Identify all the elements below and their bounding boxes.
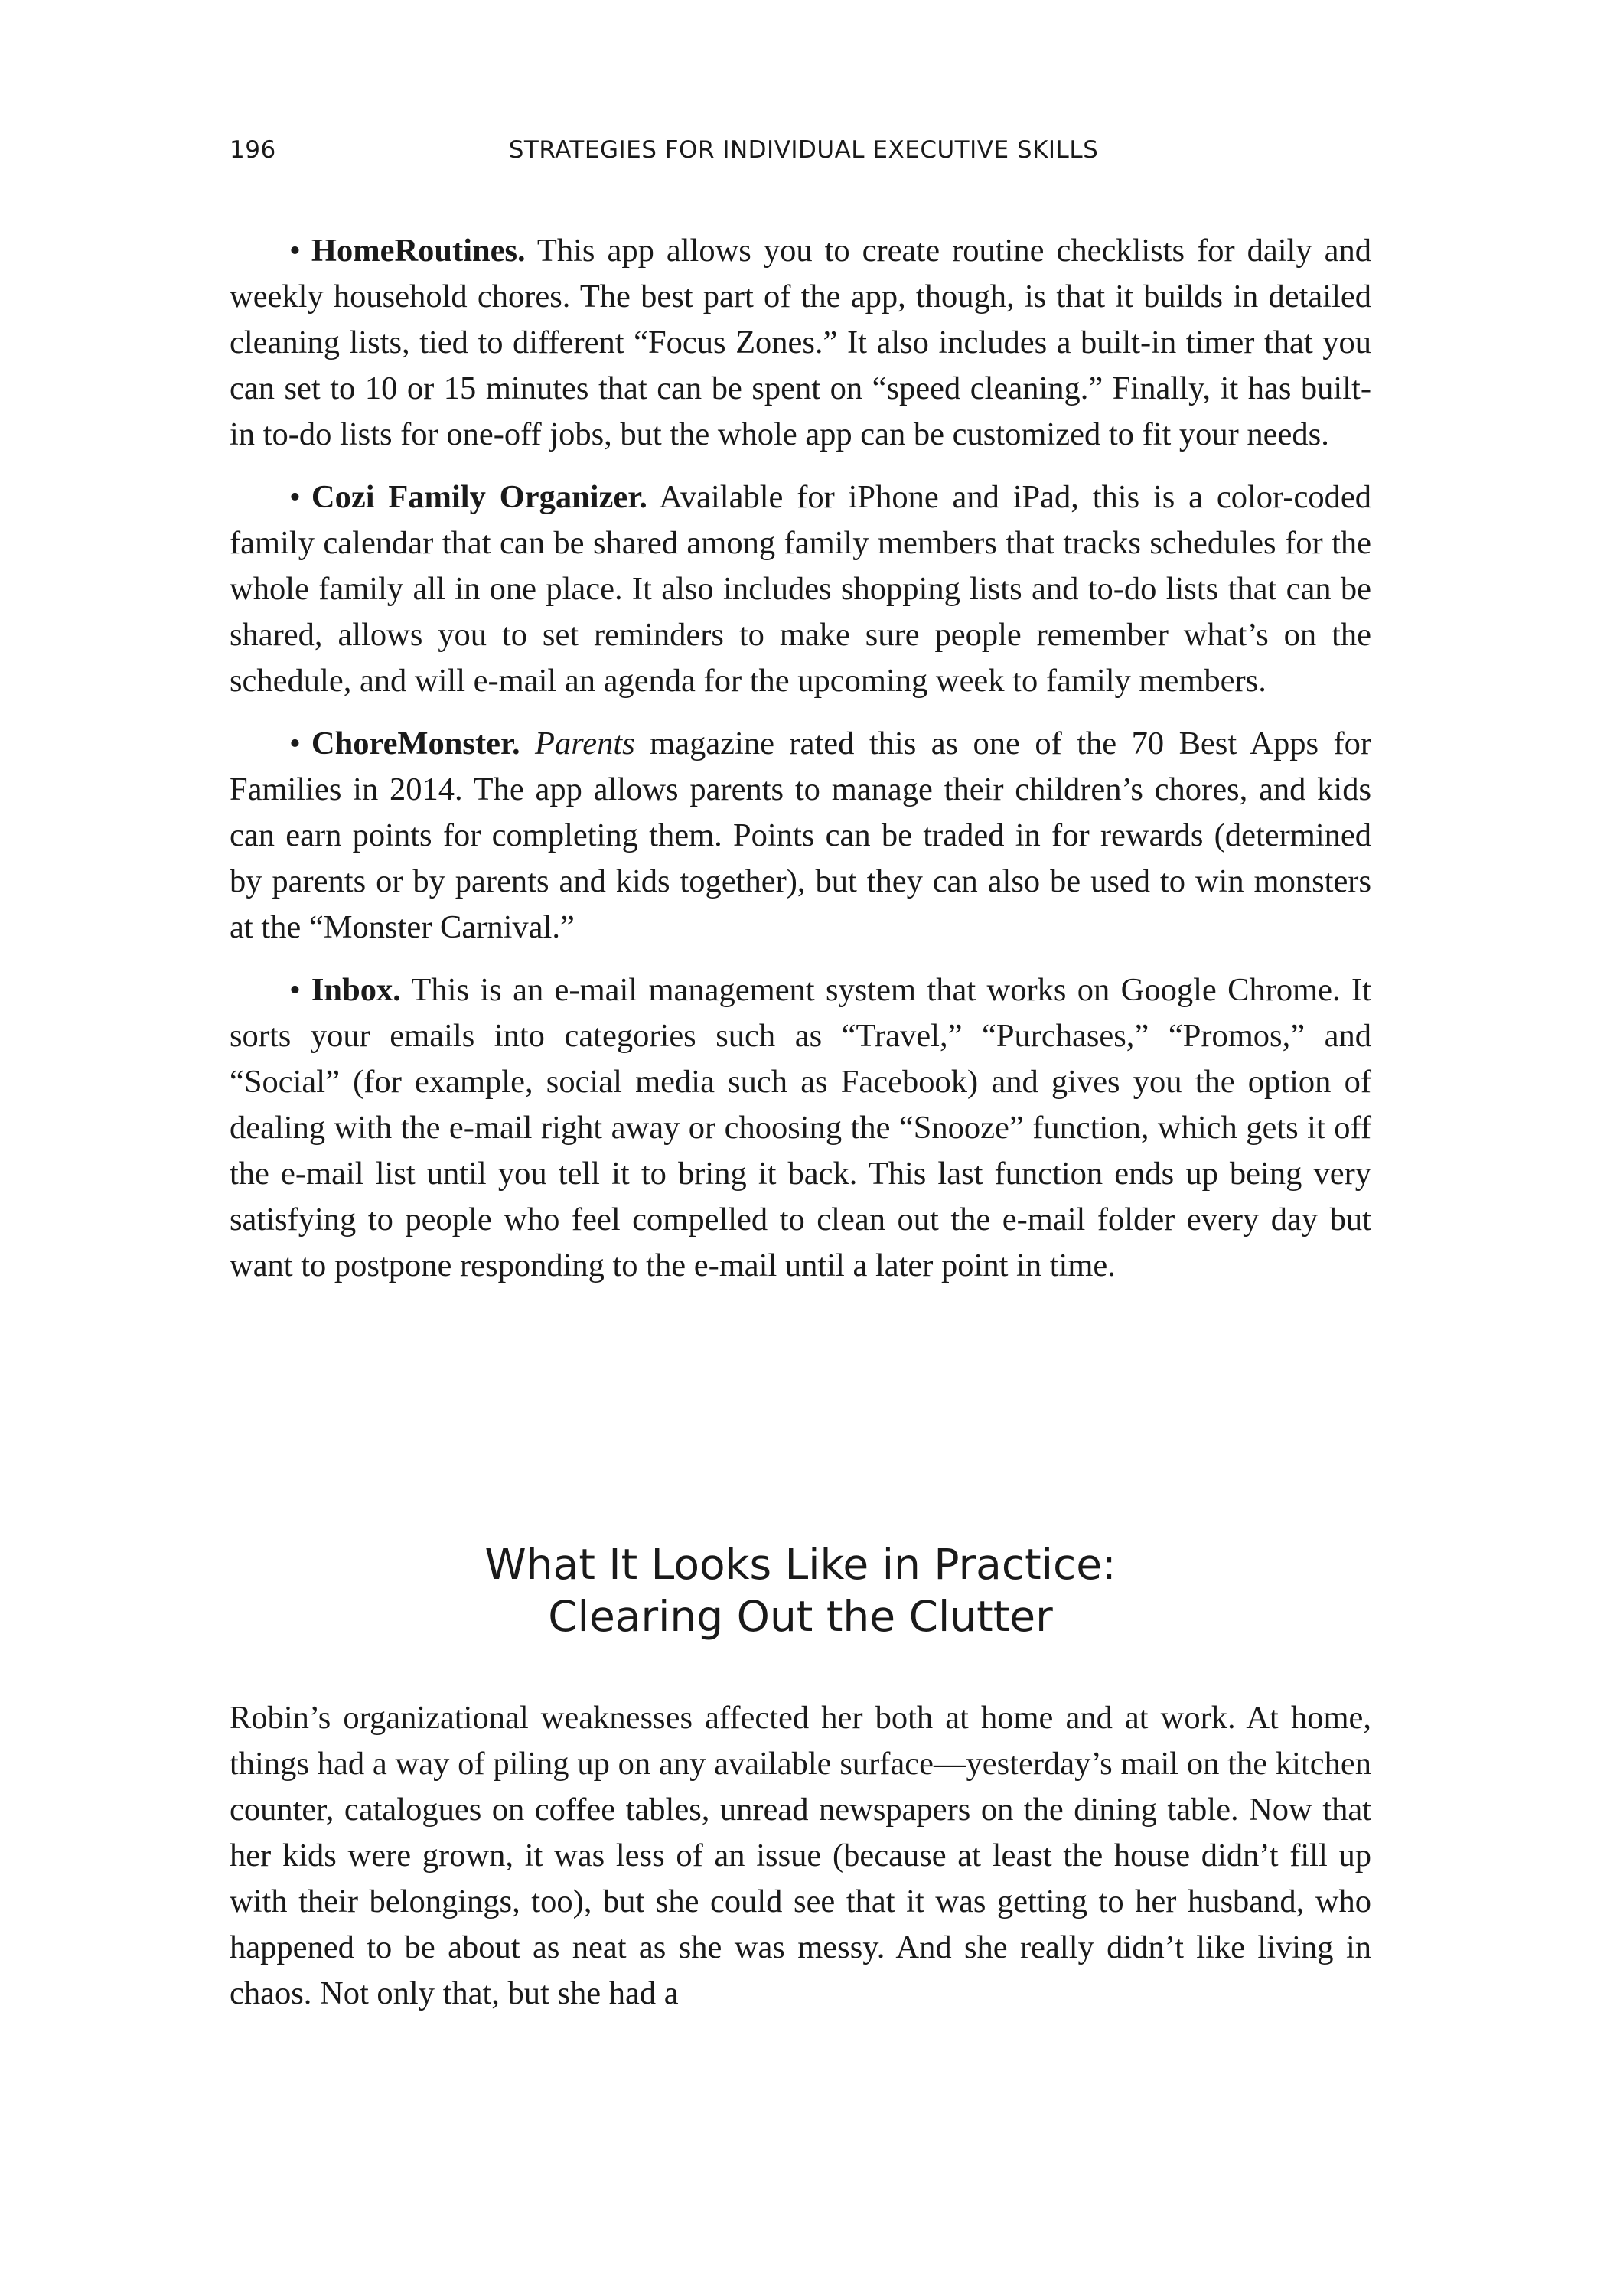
magazine-title: Parents [535, 726, 635, 762]
app-name: HomeRoutines. [311, 233, 526, 269]
practice-paragraph: Robin’s organizational weaknesses affected her both at home and at work. At home, things had a way of piling up on any available surface—yesterday’s mail on the kitchen counter, catalogues on coffee tables, unread newspapers on the dining table. Now that her kids were grown, it was less of an issue (because at least the house didn’t fill up with their belongings, too), but she could see that it was getting to her husband, who happened to be about as neat as she was messy. And she really didn’t like living in chaos. Not only that, but she had a [230, 1700, 1371, 2011]
bullet-icon: • [289, 479, 301, 515]
running-head [230, 136, 1377, 174]
app-item-homeroutines [230, 228, 1371, 458]
app-description: Available for iPhone and iPad, this is a color-coded family calendar that can be shared among family members that tracks schedules for the whole family all in one place. It also includes shopping lists and to-do lists that can be shared, allows you to set reminders to make sure people remember what’s on the schedule, and will e-mail an agenda for the upcoming week to family members. [230, 479, 1371, 699]
app-item-choremonster [230, 721, 1371, 951]
page-number: 196 [230, 136, 276, 164]
app-name: Cozi Family Organizer. [311, 479, 647, 515]
running-title: STRATEGIES FOR INDIVIDUAL EXECUTIVE SKILLS [508, 136, 1099, 164]
app-name: ChoreMonster. [311, 726, 520, 762]
app-description: This is an e-mail management system that works on Google Chrome. It sorts your emails into categories such as “Travel,” “Purchases,” “Promos,” and “Social” (for example, social media such as Facebook) and gives you the option of dealing with the e-mail right away or choosing the “Snooze” function, which gets it off the e-mail list until you tell it to bring it back. This last function ends up being very satisfying to people who feel compelled to clean out the e-mail folder every day but want to postpone responding to the e-mail until a later point in time. [230, 972, 1371, 1283]
bullet-icon: • [289, 233, 301, 269]
app-item-cozi-family-organizer [230, 475, 1371, 704]
app-name: Inbox. [311, 972, 401, 1008]
section-heading-line-1: What It Looks Like in Practice: [484, 1540, 1116, 1589]
section-heading-line-2: Clearing Out the Clutter [548, 1592, 1053, 1641]
app-description: magazine rated this as one of the 70 Best Apps for Families in 2014. The app allows parents to manage their children’s chores, and kids can earn points for completing them. Points can be traded in for rewards (determined by parents or by parents and kids together), but they can also be used to win monsters at the “Monster Carnival.” [230, 726, 1371, 945]
app-list [230, 228, 1371, 1306]
bullet-icon: • [289, 726, 301, 762]
app-description: This app allows you to create routine checklists for daily and weekly household chores. The best part of the app, though, is that it builds in detailed cleaning lists, tied to different “Focus Zones.” It also includes a built-in timer that you can set to 10 or 15 minutes that can be spent on “speed cleaning.” Finally, it has built-in to-do lists for one-off jobs, but the whole app can be customized to fit your needs. [230, 233, 1371, 452]
bullet-icon: • [289, 972, 301, 1008]
section-heading [230, 1538, 1371, 1642]
app-item-inbox [230, 967, 1371, 1289]
